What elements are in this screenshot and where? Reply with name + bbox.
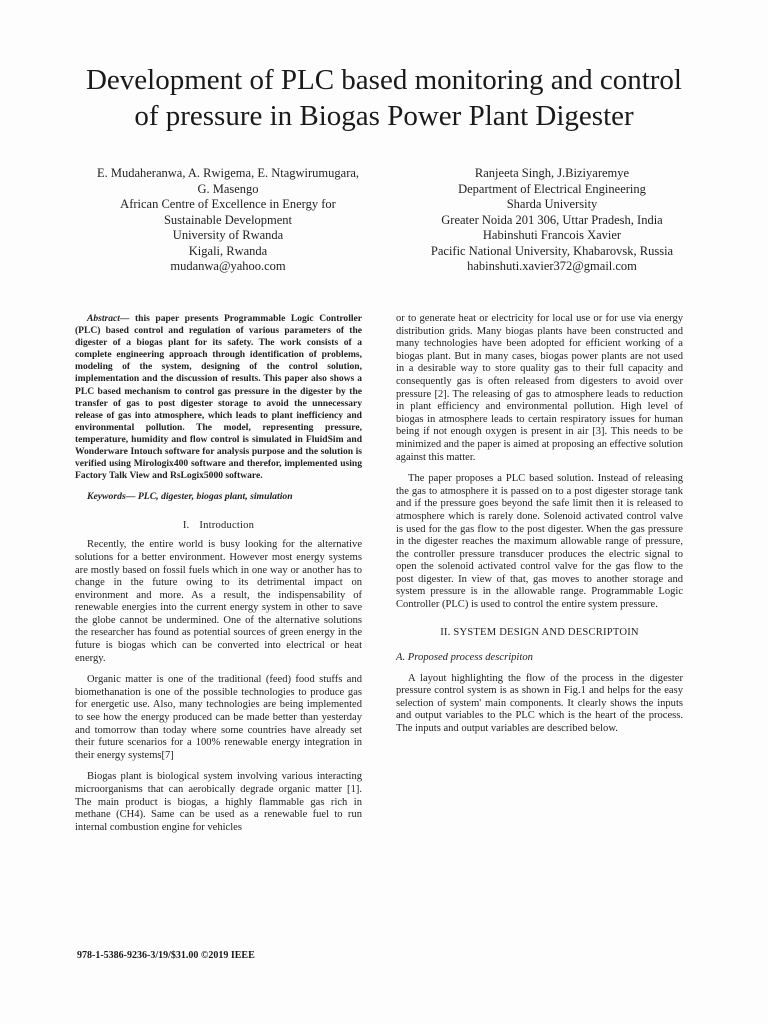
author-names: Habinshuti Francois Xavier (482, 228, 622, 242)
author-names-cont: G. Masengo (197, 181, 259, 196)
affiliation-location: Kigali, Rwanda (188, 243, 268, 258)
keywords (75, 491, 362, 503)
affiliation-line: Department of Electrical Engineering (458, 181, 646, 196)
keywords-body: PLC, digester, biogas plant, simulation (135, 491, 293, 503)
section-number: I. (182, 520, 190, 532)
abstract (75, 313, 362, 482)
section-heading-introduction (75, 519, 362, 532)
body-paragraph: A layout highlighting the flow of the process in the digester pressure control system is as shown in Fig.1 and helps for the easy selection of system' main components. It clearly shows the inputs and output variables to the PLC which is the heart of the process. The inputs and output variables are described below. (396, 672, 683, 735)
right-column (396, 313, 683, 736)
abstract-body: this paper presents Programmable Logic Controller (PLC) based control and regulation of various parameters of the digester of a biogas plant for its safety. The work consists of a complete engineering approach through identification of problems, modeling of the system, designing of the control solution, implementation and the discussion of results. This paper also shows a PLC based mechanism to control gas pressure in the digester by the transfer of gas to post digester storage to avoid the unnecessary release of gas into atmosphere, which leads to plant inefficiency and environmental pollution. The model, representing pressure, temperature, humidity and flow control is simulated in FluidSim and Wonderware Intouch software for analysis purpose and the solution is verified using Mirologix400 software and therefor, implemented using Factory Talk View and RsLogix5000 software. (75, 313, 362, 482)
abstract-label: Abstract— (87, 313, 130, 324)
section-title: Introduction (199, 520, 255, 532)
paper-title (50, 62, 718, 134)
author-block-left (78, 166, 378, 275)
keywords-label: Keywords— (87, 491, 136, 503)
body-paragraph: The paper proposes a PLC based solution. Instead of releasing the gas to atmosphere it is passed on to a post digester storage tank and if the pressure goes beyond the safe limit then it is released to atmosphere which is rarely done. Solenoid activated control valve is used for the gas flow to the post digester. When the gas pressure in the digester reaches the maximum allowable range of pressure, the controller pressure transducer produces the electric signal to open the solenoid activated control valve for the gas flow to the post digester. In view of that, gas moves to another storage and system pressure is in the allowable range. Programmable Logic Controller (PLC) is used to control the entire system pressure. (396, 473, 683, 611)
left-column (75, 313, 362, 834)
affiliation-location: Greater Noida 201 306, Uttar Pradesh, India (441, 212, 663, 227)
affiliation-line: Pacific National University, Khabarovsk, Russia (430, 243, 674, 258)
body-paragraph: Recently, the entire world is busy looking for the alternative solutions for a better environment. However most energy systems are mostly based on fossil fuels which in one way or another has to change in the future owing to its detrimental impact on environment and more. As a result, the indispensability of renewable energies into the current energy system in other to save the globe cannot be undermined. One of the alternative solutions the researcher has found as potential sources of green energy in the future is biogas which can be converted into electrical or heat energy. (75, 539, 362, 664)
author-names: E. Mudaheranwa, A. Rwigema, E. Ntagwirumugara, (96, 166, 360, 180)
body-paragraph: Organic matter is one of the traditional (feed) food stuffs and biomethanation is one of the possible technologies to produce gas for energetic use. Also, many technologies are being implemented to see how the energy produced can be made better than yesterday and tomorrow than today where some countries have already set their future scenarios for a 100% renewable energy integration in their energy systems[7] (75, 674, 362, 761)
author-email: habinshuti.xavier372@gmail.com (467, 259, 637, 273)
body-paragraph: Biogas plant is biological system involving various interacting microorganisms that can aerobically degrade organic matter [1]. The main product is biogas, a highly flammable gas rich in methane (CH4). Same can be used as a renewable fuel to run internal combustion engine for vehicles (75, 771, 362, 833)
affiliation-line: Sustainable Development (163, 212, 293, 227)
affiliation-line: University of Rwanda (172, 228, 284, 242)
affiliation-line: Sharda University (506, 197, 598, 211)
author-block-right (382, 166, 722, 275)
author-names: Ranjeeta Singh, J.Biziyaremye (474, 166, 630, 180)
title-line-1: Development of PLC based monitoring and control (85, 64, 682, 96)
affiliation-line: African Centre of Excellence in Energy for (120, 197, 336, 211)
body-paragraph-continued: or to generate heat or electricity for local use or for use via energy distribution grids. Many biogas plants have been constructed and many technologies have been adopted for efficient working of a biogas plant. But in many cases, biogas power plants are not used in a desirable way to store quality gas to their full capacity and consequently gas is often released from digesters to avoid over pressure [2]. The releasing of gas to atmosphere leads to reduction in plant efficiency and environmental pollution. High level of biogas in atmosphere leads to certain respiratory issues for human being if not enough oxygen is present in air [3]. This needs to be minimized and the paper is aimed at proposing an effective solution against this matter. (396, 313, 683, 463)
author-email: mudanwa@yahoo.com (170, 259, 286, 273)
section-heading-system-design: II. SYSTEM DESIGN AND DESCRIPTOIN (440, 626, 639, 638)
copyright-footer: 978-1-5386-9236-3/19/$31.00 ©2019 IEEE (77, 950, 255, 961)
subsection-heading: A. Proposed process descripiton (396, 651, 533, 663)
title-line-2: of pressure in Biogas Power Plant Digester (134, 100, 634, 132)
